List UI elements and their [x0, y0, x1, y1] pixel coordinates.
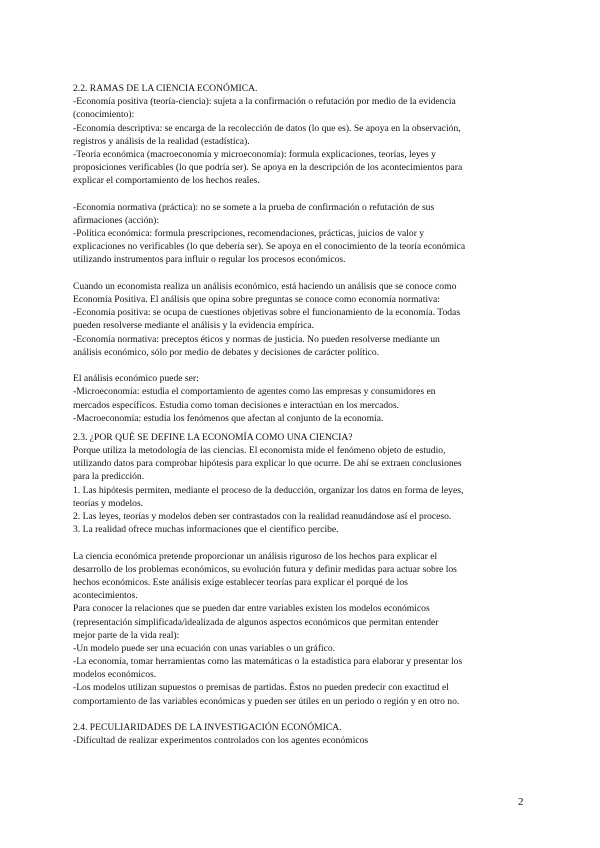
- text-line: análisis económico, sólo por medio de debates y decisiones de carácter político.: [73, 346, 380, 358]
- text-line: desarrollo de los problemas económicos, su evolución futura y definir medidas para actuar sobre los: [73, 563, 457, 575]
- paragraph-gap: [73, 536, 533, 549]
- page-number: 2: [518, 796, 524, 808]
- text-line: Economía Positiva. El análisis que opina sobre preguntas se conoce como economía normativa:: [73, 294, 440, 305]
- page-body: [73, 82, 533, 747]
- text-line: -Economía descriptiva: se encarga de la recolección de datos (lo que es). Se apoya en la observación,: [73, 122, 461, 134]
- paragraph-gap: [73, 267, 533, 280]
- text-line: hechos económicos. Este análisis exige establecer teorías para explicar el porqué de los: [73, 576, 408, 588]
- text-line: -La economía, tomar herramientas como las matemáticas o la estadística para elaborar y presentar los: [73, 656, 463, 668]
- text-line: acontecimientos.: [73, 590, 138, 602]
- text-line: -Macroeconomía: estudia los fenómenos que afectan al conjunto de la economía.: [73, 412, 384, 424]
- text-line: Para conocer la relaciones que se pueden dar entre variables existen los modelos económicos: [73, 603, 430, 615]
- text-line: -Dificultad de realizar experimentos controlados con los agentes económicos: [73, 735, 369, 747]
- text-line: comportamiento de las variables económicas y pueden ser útiles en un periodo o región y en otro no.: [73, 695, 460, 707]
- paragraph-gap: [73, 359, 533, 372]
- text-line: -Los modelos utilizan supuestos o premisas de partidas. Éstos no pueden predecir con exactitud el: [73, 682, 449, 694]
- text-line: mejor parte de la vida real):: [73, 629, 180, 641]
- text-line: 1. Las hipótesis permiten, mediante el proceso de la deducción, organizar los datos en forma de leyes,: [73, 484, 464, 496]
- text-line: -Teoría económica (macroeconomía y microeconomía): formula explicaciones, teorías, leyes y: [73, 148, 436, 160]
- section-heading-2-4: 2.4. PECULIARIDADES DE LA INVESTIGACIÓN ECONÓMICA.: [73, 722, 342, 733]
- text-line: explicaciones no verificables (lo que debería ser). Se apoya en el conocimiento de la teoría económica: [73, 241, 466, 253]
- text-line: afirmaciones (acción):: [73, 214, 160, 226]
- paragraph-gap: [73, 188, 533, 201]
- text-line: Porque utiliza la metodología de las ciencias. El economista mide el fenómeno objeto de estudio,: [73, 445, 446, 457]
- text-line: 2. Las leyes, teorías y modelos deben ser contrastados con la realidad reanudándose así el proceso.: [73, 511, 452, 522]
- text-line: mercados específicos. Estudia como toman decisiones e interactúan en los mercados.: [73, 399, 400, 411]
- text-line: La ciencia económica pretende proporcionar un análisis riguroso de los hechos para explicar el: [73, 550, 438, 562]
- text-line: -Economía normativa: preceptos éticos y normas de justicia. No pueden resolverse mediante un: [73, 333, 440, 345]
- text-line: registros y análisis de la realidad (estadística).: [73, 135, 250, 147]
- text-line: -Economía normativa (práctica): no se somete a la prueba de confirmación o refutación de sus: [73, 201, 435, 213]
- text-line: teorías y modelos.: [73, 497, 144, 509]
- text-line: pueden resolverse mediante el análisis y la evidencia empírica.: [73, 320, 315, 332]
- text-line: -Un modelo puede ser una ecuación con unas variables o un gráfico.: [73, 642, 336, 654]
- text-line: El análisis económico puede ser:: [73, 373, 199, 385]
- text-line: utilizando instrumentos para influir o regular los procesos económicos.: [73, 254, 346, 266]
- text-line: modelos económicos.: [73, 669, 157, 681]
- section-heading-2-2: 2.2. RAMAS DE LA CIENCIA ECONÓMICA.: [73, 83, 258, 94]
- text-line: (representación simplificada/idealizada de algunos aspectos económicos que permitan entender: [73, 616, 439, 628]
- text-line: -Política económica: formula prescripciones, recomendaciones, prácticas, juicios de valor y: [73, 228, 425, 240]
- text-line: proposiciones verificables (lo que podría ser). Se apoya en la descripción de los acontecimientos para: [73, 162, 463, 174]
- paragraph-gap: [73, 708, 533, 721]
- text-line: -Economía positiva (teoría-ciencia): sujeta a la confirmación o refutación por medio de la evidencia: [73, 96, 456, 108]
- text-line: -Microeconomía: estudia el comportamiento de agentes como las empresas y consumidores en: [73, 386, 436, 398]
- text-line: utilizando datos para comprobar hipótesis para explicar lo que ocurre. De ahí se extraen conclusiones: [73, 458, 462, 470]
- section-heading-2-3: 2.3. ¿POR QUÉ SE DEFINE LA ECONOMÍA COMO UNA CIENCIA?: [73, 431, 353, 443]
- text-line: (conocimiento):: [73, 109, 135, 121]
- text-line: 3. La realidad ofrece muchas informaciones que el científico percibe.: [73, 524, 339, 536]
- text-line: para la predicción.: [73, 471, 145, 483]
- text-line: Cuando un economista realiza un análisis económico, está haciendo un análisis que se conoce como: [73, 280, 457, 292]
- text-line: -Economía positiva: se ocupa de cuestiones objetivas sobre el funcionamiento de la economía. Todas: [73, 307, 461, 319]
- text-line: explicar el comportamiento de los hechos reales.: [73, 175, 260, 187]
